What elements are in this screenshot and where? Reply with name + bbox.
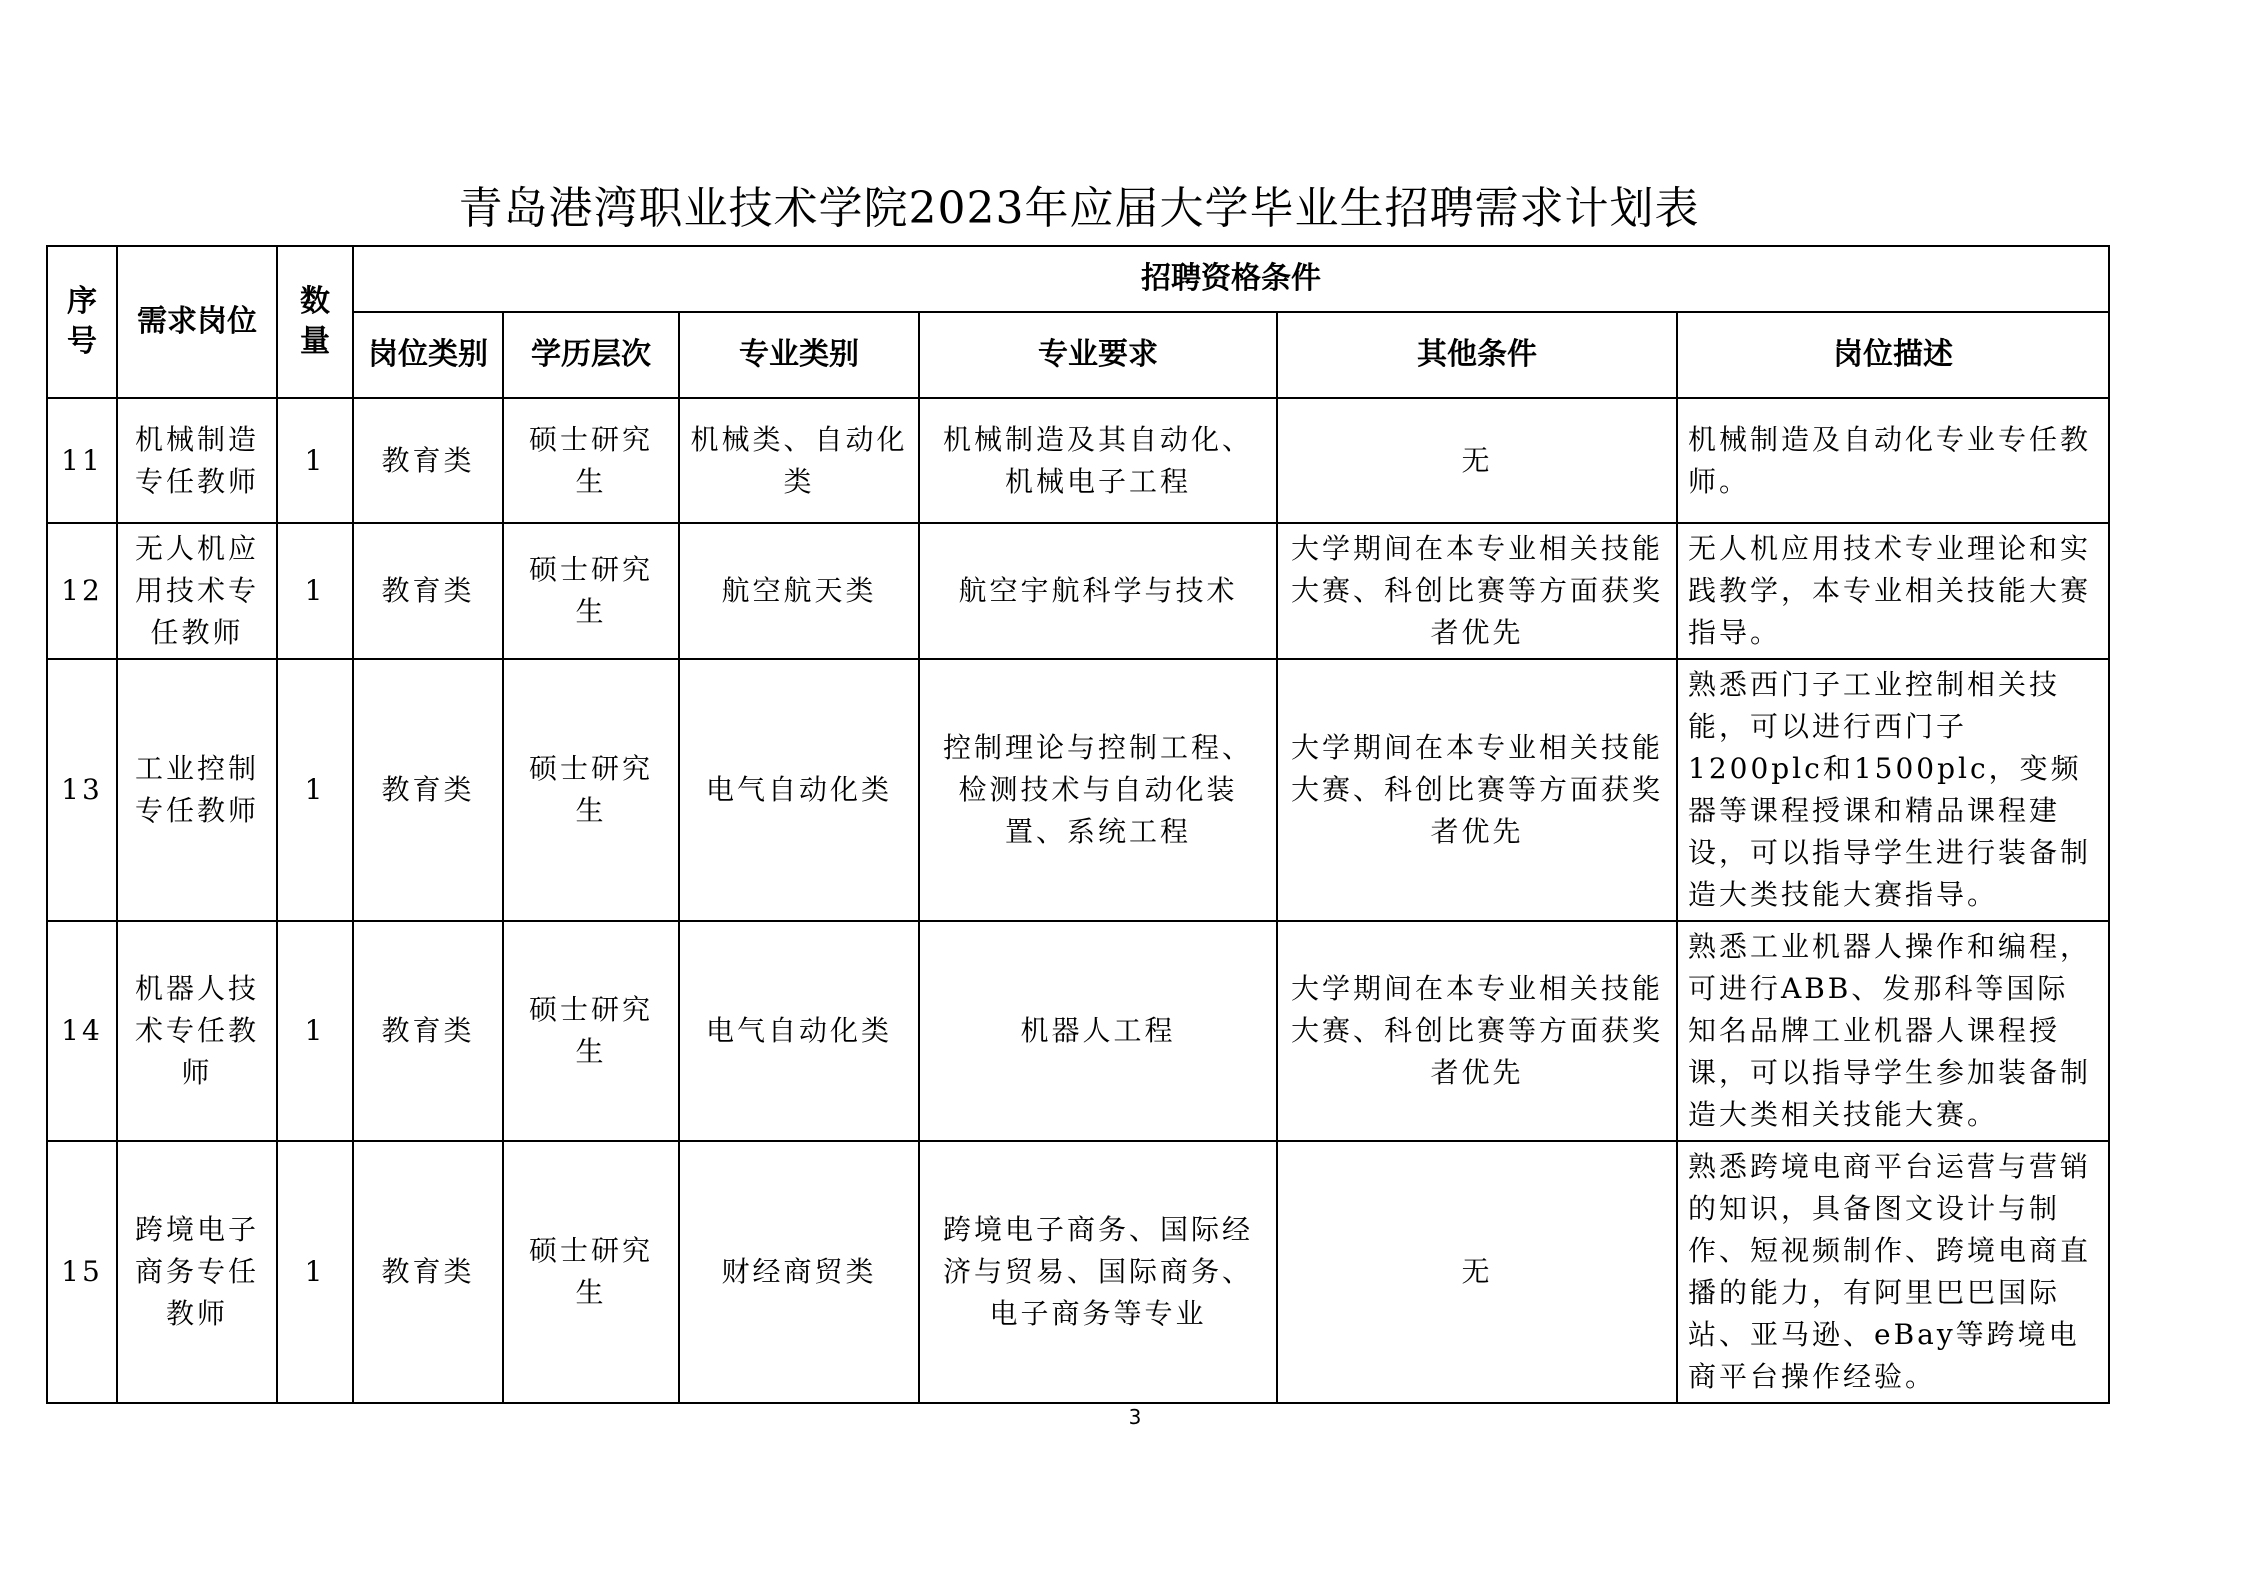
cell-other-conditions: 大学期间在本专业相关技能大赛、科创比赛等方面获奖者优先	[1277, 921, 1677, 1141]
cell-description: 机械制造及自动化专业专任教师。	[1677, 398, 2109, 523]
cell-major-category: 电气自动化类	[679, 921, 919, 1141]
header-position: 需求岗位	[117, 246, 277, 398]
cell-category: 教育类	[353, 1141, 503, 1403]
cell-education: 硕士研究生	[503, 921, 679, 1141]
table-row	[47, 523, 2109, 659]
page-number: 3	[1128, 1405, 1142, 1429]
cell-major-category: 电气自动化类	[679, 659, 919, 921]
cell-category: 教育类	[353, 398, 503, 523]
cell-count: 1	[277, 659, 353, 921]
cell-other-conditions: 无	[1277, 398, 1677, 523]
table-row	[47, 398, 2109, 523]
cell-description: 熟悉西门子工业控制相关技能，可以进行西门子1200plc和1500plc，变频器等课程授课和精品课程建设，可以指导学生进行装备制造大类技能大赛指导。	[1677, 659, 2109, 921]
cell-position: 机械制造专任教师	[117, 398, 277, 523]
header-major-requirement: 专业要求	[919, 312, 1277, 398]
cell-count: 1	[277, 1141, 353, 1403]
header-category: 岗位类别	[353, 312, 503, 398]
cell-category: 教育类	[353, 523, 503, 659]
cell-seq: 13	[47, 659, 117, 921]
cell-description: 熟悉工业机器人操作和编程，可进行ABB、发那科等国际知名品牌工业机器人课程授课，可以指导学生参加装备制造大类相关技能大赛。	[1677, 921, 2109, 1141]
header-other-conditions: 其他条件	[1277, 312, 1677, 398]
cell-seq: 14	[47, 921, 117, 1141]
cell-count: 1	[277, 523, 353, 659]
cell-education: 硕士研究生	[503, 659, 679, 921]
cell-count: 1	[277, 921, 353, 1141]
cell-category: 教育类	[353, 659, 503, 921]
cell-education: 硕士研究生	[503, 1141, 679, 1403]
header-count: 数量	[277, 246, 353, 398]
header-major-category: 专业类别	[679, 312, 919, 398]
cell-seq: 15	[47, 1141, 117, 1403]
header-seq: 序号	[47, 246, 117, 398]
cell-position: 跨境电子商务专任教师	[117, 1141, 277, 1403]
cell-position: 机器人技术专任教师	[117, 921, 277, 1141]
page-title: 青岛港湾职业技术学院2023年应届大学毕业生招聘需求计划表	[458, 183, 1700, 234]
cell-major-requirement: 跨境电子商务、国际经济与贸易、国际商务、电子商务等专业	[919, 1141, 1277, 1403]
header-education: 学历层次	[503, 312, 679, 398]
table-row	[47, 659, 2109, 921]
cell-description: 无人机应用技术专业理论和实践教学，本专业相关技能大赛指导。	[1677, 523, 2109, 659]
cell-major-requirement: 机械制造及其自动化、机械电子工程	[919, 398, 1277, 523]
header-qualifications: 招聘资格条件	[353, 246, 2109, 312]
cell-major-category: 财经商贸类	[679, 1141, 919, 1403]
cell-description: 熟悉跨境电商平台运营与营销的知识，具备图文设计与制作、短视频制作、跨境电商直播的能力，有阿里巴巴国际站、亚马逊、eBay等跨境电商平台操作经验。	[1677, 1141, 2109, 1403]
cell-position: 无人机应用技术专任教师	[117, 523, 277, 659]
cell-category: 教育类	[353, 921, 503, 1141]
cell-major-requirement: 机器人工程	[919, 921, 1277, 1141]
cell-other-conditions: 无	[1277, 1141, 1677, 1403]
cell-position: 工业控制专任教师	[117, 659, 277, 921]
cell-count: 1	[277, 398, 353, 523]
table-row	[47, 921, 2109, 1141]
cell-other-conditions: 大学期间在本专业相关技能大赛、科创比赛等方面获奖者优先	[1277, 523, 1677, 659]
cell-major-requirement: 控制理论与控制工程、检测技术与自动化装置、系统工程	[919, 659, 1277, 921]
cell-major-category: 航空航天类	[679, 523, 919, 659]
table-row	[47, 1141, 2109, 1403]
recruitment-plan-table	[46, 245, 2110, 1404]
header-description: 岗位描述	[1677, 312, 2109, 398]
cell-other-conditions: 大学期间在本专业相关技能大赛、科创比赛等方面获奖者优先	[1277, 659, 1677, 921]
cell-education: 硕士研究生	[503, 398, 679, 523]
cell-seq: 12	[47, 523, 117, 659]
cell-major-category: 机械类、自动化类	[679, 398, 919, 523]
cell-education: 硕士研究生	[503, 523, 679, 659]
cell-major-requirement: 航空宇航科学与技术	[919, 523, 1277, 659]
cell-seq: 11	[47, 398, 117, 523]
